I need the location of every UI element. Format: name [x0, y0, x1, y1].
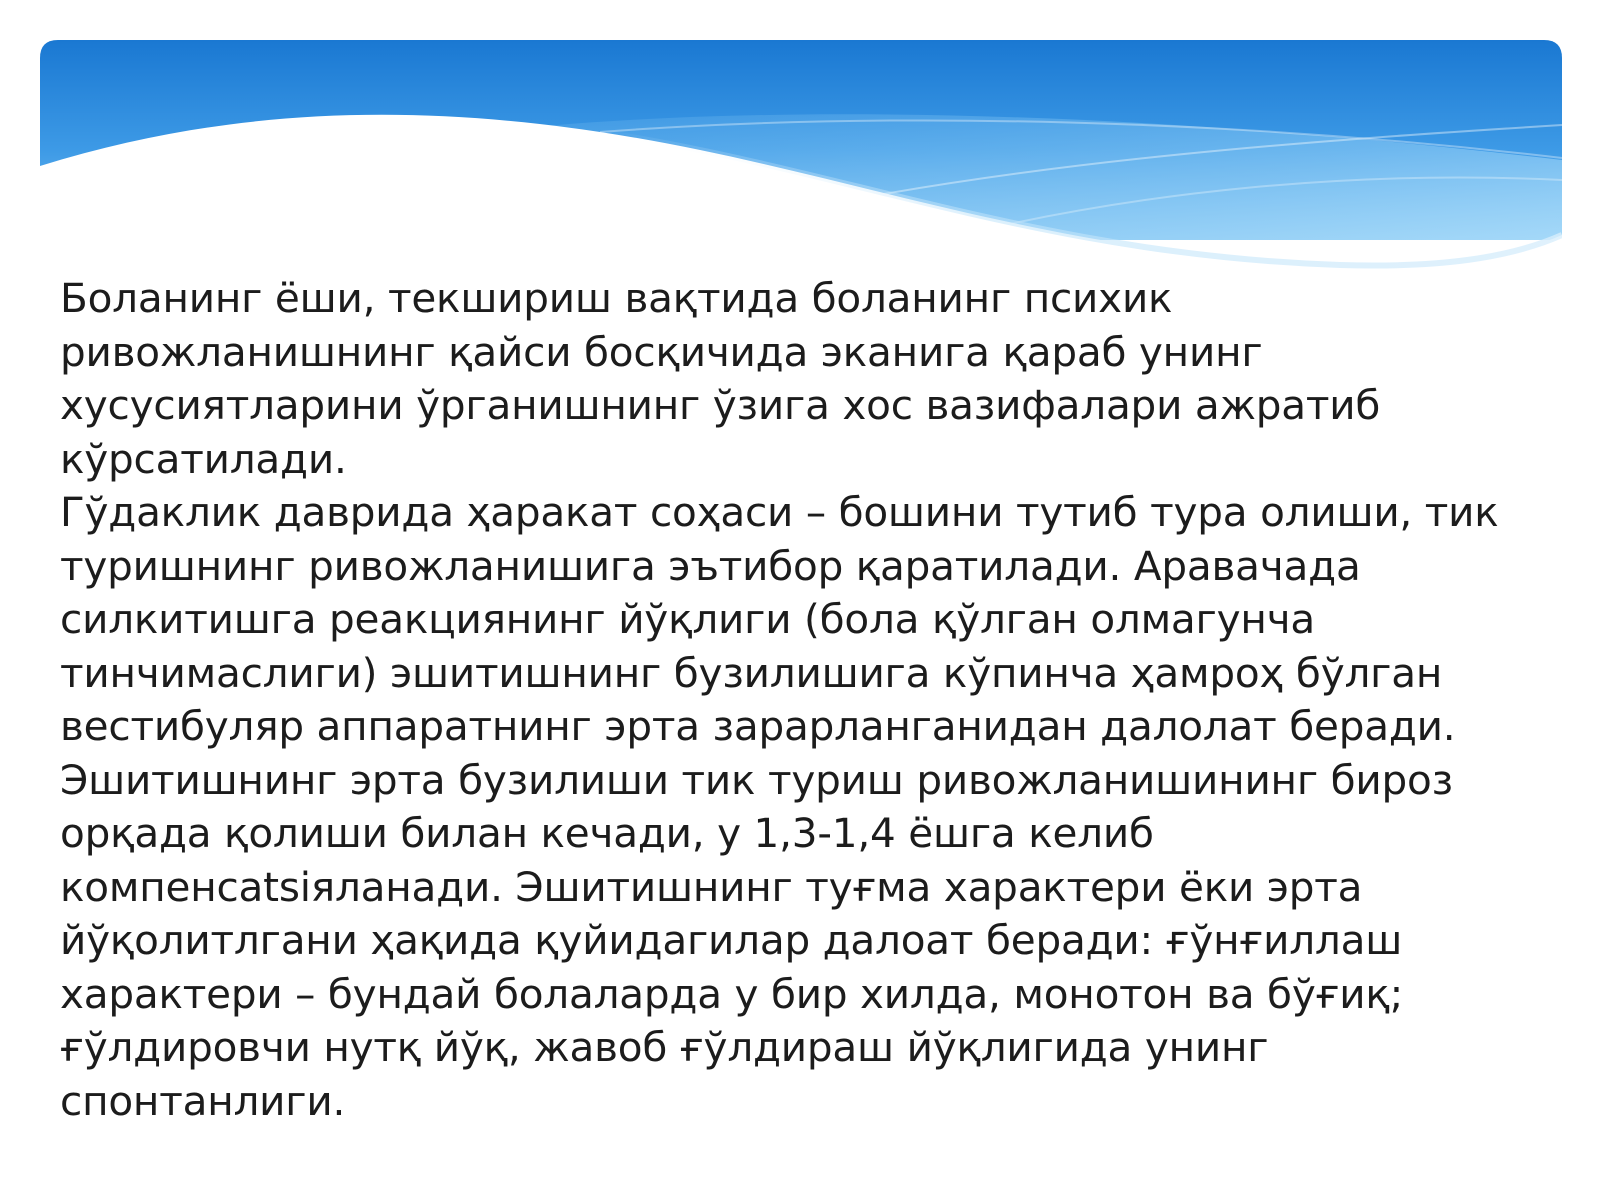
paragraph-infancy-hearing: Гўдаклик даврида ҳаракат соҳаси – бошини тутиб тура олиши, тик туришнинг ривожланишига эътибор қаратилади. Аравачада силкитишга реакциянинг йўқлиги (бола қўлган олмагунча тинчимаслиги) эшитишнинг бузилишига кўпинча ҳамроҳ бўлган вестибуляр аппаратнинг эрта зарарланганидан далолат беради. Эшитишнинг эрта бузилиши тик туриш ривожланишининг бироз орқада қолиши билан кечади, у 1,3-1,4 ёшга келиб компенcatsiяланади. Эшитишнинг туғма характери ёки эрта йўқолитлгани ҳақида қуйидагилар далоат беради: ғўнғиллаш характери – бундай болаларда у бир хилда, монотон ва бўғиқ; ғўлдировчи нутқ йўқ, жавоб ғўлдираш йўқлигида унинг спонтанлиги. — [60, 488, 1499, 1125]
header-wave-decoration — [40, 40, 1562, 280]
paragraph-age-assessment: Боланинг ёши, текшириш вақтида боланинг психик ривожланишнинг қайси босқичида эканига қараб унинг хусусиятларини ўрганишнинг ўзига хос вазифалари ажратиб кўрсатилади. — [60, 274, 1381, 483]
slide-body-text — [60, 272, 1560, 1128]
